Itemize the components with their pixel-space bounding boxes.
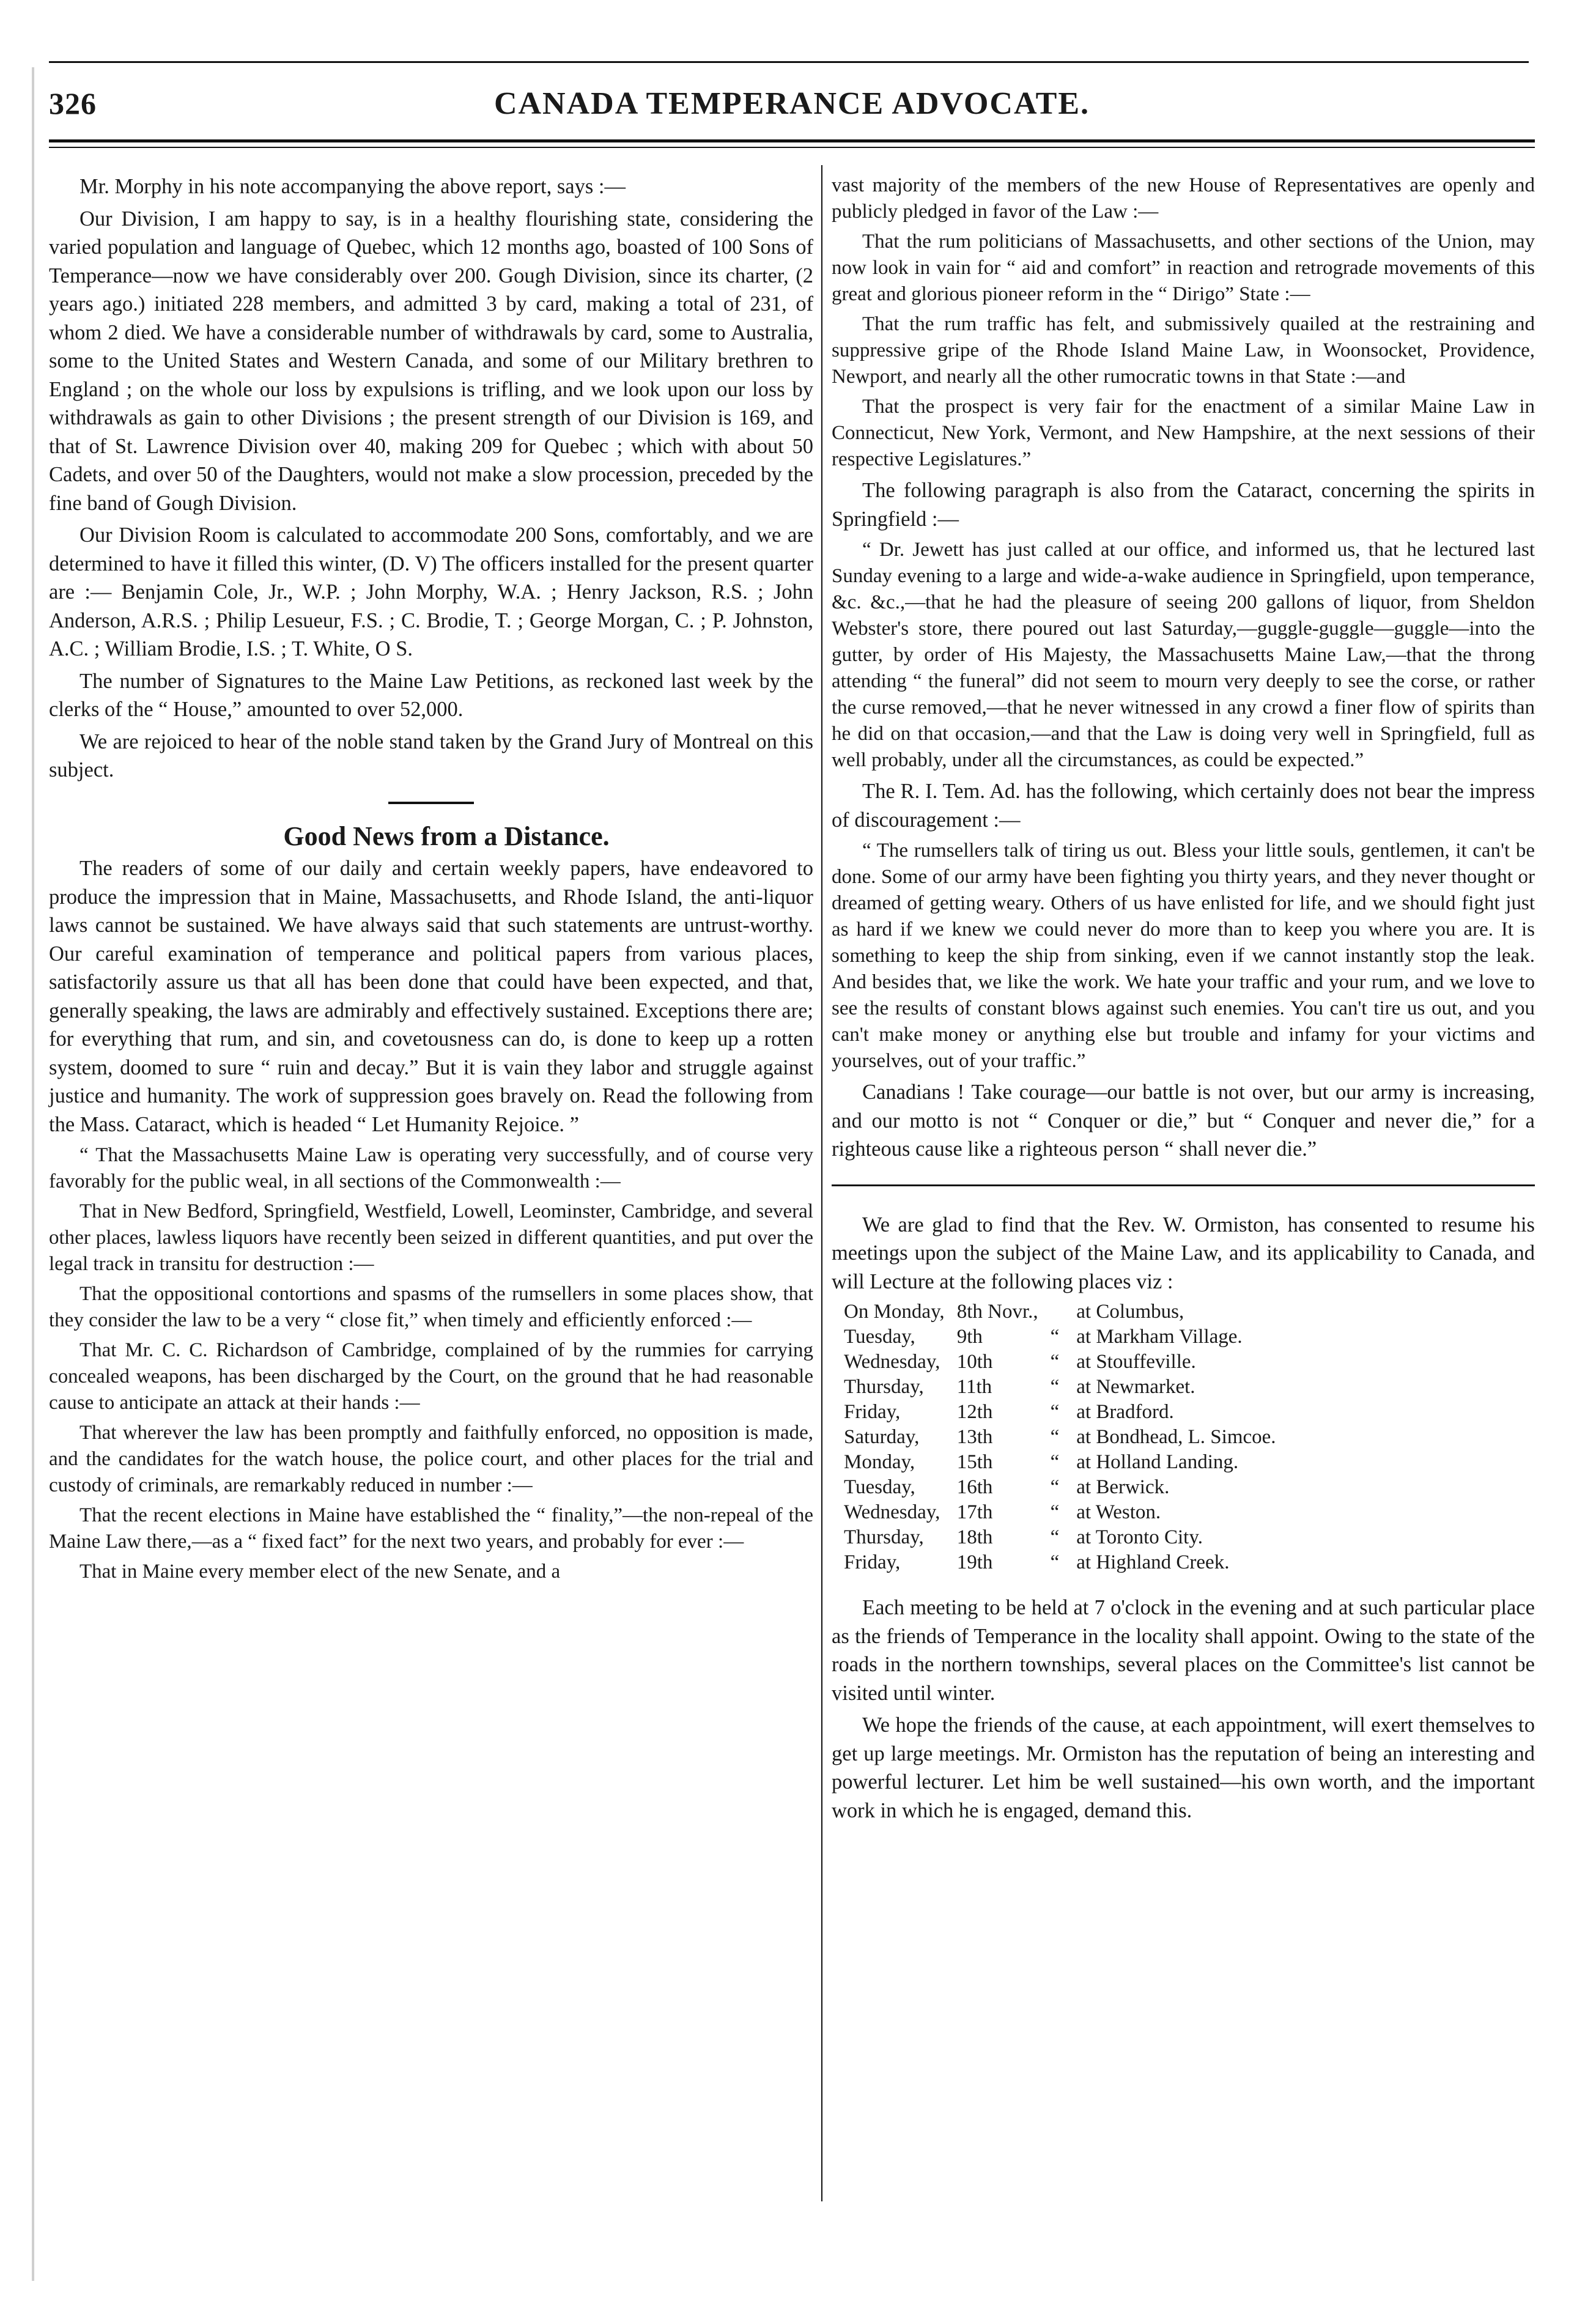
- lecture-schedule: [844, 1299, 1288, 1575]
- jewett-quote: “ Dr. Jewett has just called at our office, and informed us, that he lectured last Sunday evening to a large and wide-a-wake audience in Springfield, upon temperance, &c. &c.,—that he had the pleasure of seeing 200 gallons of liquor, from Sheldon Webster's store, there poured out last Saturday,—guggle-guggle—guggle—into the gutter, by order of His Majesty, the Massachusetts Maine Law,—that the throng attending “ the funeral” did not seem to mourn very deeply to see the corse, or rather the curse removed,—that he never witnessed in any crowd a finer flow of spirits than he did on that occasion,—and that the Law is doing very well in Springfield, full as well probably, under all the circumstances, as could be expected.”: [832, 539, 1535, 771]
- schedule-place: at Newmarket.: [1076, 1376, 1195, 1398]
- schedule-place: at Weston.: [1076, 1501, 1161, 1523]
- cataract-quote: That the prospect is very fair for the enactment of a similar Maine Law in Connecticut, New York, Vermont, and New Hampshire, at the next sessions of their respective Legislatures.”: [832, 396, 1535, 470]
- schedule-date: 8th Novr.,: [956, 1301, 1038, 1323]
- header-rule: [49, 139, 1535, 142]
- rumsellers-quote: “ The rumsellers talk of tiring us out. Bless your little souls, gentlemen, it can't be done. Some of our army have been fighting you thirty years, and they never thought or dreamed of getting weary. Others of us have enlisted for life, and we should fight just as hard if we knew we could never do more than to keep you where you are. It is something to keep the ship from sinking, even if we cannot instantly stop the leak. And besides that, we like the work. We hate your traffic and your rum, and we love to see the results of constant blows against such enemies. You can't tire us out, and you can't make money or anything else but trouble and infamy for your victims and yourselves, out of your traffic.”: [832, 840, 1535, 1072]
- schedule-row: [844, 1450, 1288, 1475]
- schedule-day: Friday,: [844, 1401, 901, 1423]
- schedule-place: at Bradford.: [1076, 1401, 1174, 1423]
- schedule-row: [844, 1500, 1288, 1525]
- page-header: [49, 86, 1535, 128]
- schedule-day: Wednesday,: [844, 1501, 940, 1523]
- schedule-date: 16th: [956, 1476, 993, 1498]
- schedule-ditto: [1051, 1299, 1077, 1324]
- section-separator: [832, 1184, 1535, 1186]
- schedule-day: Thursday,: [844, 1376, 924, 1398]
- schedule-place: at Columbus,: [1076, 1301, 1184, 1323]
- petition-signatures: The number of Signatures to the Maine Law Petitions, as reckoned last week by the clerks of the “ House,” amounted to over 52,000.: [49, 669, 813, 721]
- schedule-ditto: “: [1050, 1451, 1060, 1473]
- schedule-day: Saturday,: [844, 1426, 920, 1448]
- cataract-quote: “ That the Massachusetts Maine Law is operating very successfully, and of course very favorably for the public weal, in all sections of the Commonwealth :—: [49, 1144, 813, 1192]
- section-heading-good-news: Good News from a Distance.: [283, 821, 610, 851]
- schedule-place: at Markham Village.: [1076, 1326, 1243, 1348]
- schedule-ditto: “: [1050, 1526, 1060, 1548]
- schedule-place: at Toronto City.: [1076, 1526, 1203, 1548]
- schedule-date: 9th: [956, 1326, 983, 1348]
- schedule-row: [844, 1400, 1288, 1425]
- header-rule-thin: [49, 147, 1535, 148]
- schedule-row: [844, 1525, 1288, 1550]
- cataract-quote: That wherever the law has been promptly and faithfully enforced, no opposition is made, and the candidates for the watch house, the police court, and other places for the trial and custody of criminals, are remarkably reduced in number :—: [49, 1422, 813, 1496]
- schedule-place: at Bondhead, L. Simcoe.: [1076, 1426, 1276, 1448]
- top-border-rule: [49, 61, 1529, 63]
- ormiston-announcement: We are glad to find that the Rev. W. Ormiston, has consented to resume his meetings upon the subject of the Maine Law, and its applicability to Canada, and will Lecture at the following places viz :: [832, 1213, 1535, 1293]
- schedule-place: at Berwick.: [1076, 1476, 1170, 1498]
- schedule-row: [844, 1375, 1288, 1400]
- schedule-date: 19th: [956, 1551, 993, 1573]
- cataract-quote: That the rum politicians of Massachusetts, and other sections of the Union, may now look in vain for “ aid and comfort” in reaction and retrograde movements of this great and glorious pioneer reform in the “ Dirigo” State :—: [832, 231, 1535, 305]
- schedule-row: [844, 1324, 1288, 1350]
- schedule-day: Monday,: [844, 1451, 915, 1473]
- schedule-row: [844, 1475, 1288, 1500]
- schedule-ditto: “: [1050, 1401, 1060, 1423]
- schedule-ditto: “: [1050, 1376, 1060, 1398]
- page-number: 326: [49, 86, 97, 120]
- schedule-ditto: “: [1050, 1351, 1060, 1373]
- page-title: CANADA TEMPERANCE ADVOCATE.: [493, 86, 1090, 121]
- good-news-intro: The readers of some of our daily and certain weekly papers, have endeavored to produce the impression that in Maine, Massachusetts, and Rhode Island, the anti-liquor laws cannot be sustained. We have always said that such statements are untrust-worthy. Our careful examination of temperance and political papers from various places, satisfactorily assure us that all has been done that could have been expected, and that, generally speaking, the laws are admirably and effectively sustained. Exceptions there are; for everything that rum, and sin, and covetousness can do, is done to keep up a rotten system, doomed to sure “ ruin and decay.” But it is vain they labor and struggle against justice and humanity. The work of suppression goes bravely on. Read the following from the Mass. Cataract, which is headed “ Let Humanity Rejoice. ”: [49, 857, 813, 1136]
- cataract-quote: That the oppositional contortions and spasms of the rumsellers in some places show, that they consider the law to be a very “ close fit,” when timely and efficiently enforced :—: [49, 1283, 813, 1331]
- division-report: Our Division, I am happy to say, is in a healthy flourishing state, considering the varied population and language of Quebec, which 12 months ago, boasted of 100 Sons of Temperance—now we have considerably over 200. Gough Division, since its charter, (2 years ago.) initiated 228 members, and admitted 3 by card, making a total of 231, of whom 2 died. We have a considerable number of withdrawals by card, some to Australia, some to the United States and Western Canada, and some of our Military brethren to England ; on the whole our loss by expulsions is trifling, and we look upon our loss by withdrawals as gain to other Divisions ; the present strength of our Division is 169, and that of St. Lawrence Division over 40, making 209 for Quebec ; which with about 50 Cadets, and over 50 of the Daughters, would not make a slow procession, preceded by the fine band of Gough Division.: [49, 207, 813, 515]
- schedule-date: 12th: [956, 1401, 993, 1423]
- schedule-place: at Highland Creek.: [1076, 1551, 1230, 1573]
- morphy-intro: Mr. Morphy in his note accompanying the above report, says :—: [79, 175, 626, 198]
- schedule-ditto: “: [1050, 1426, 1060, 1448]
- right-column: [832, 172, 1535, 1828]
- cataract-quote: That in Maine every member elect of the new Senate, and a: [79, 1561, 561, 1583]
- column-divider: [821, 165, 822, 2201]
- cataract-quote: That Mr. C. C. Richardson of Cambridge, complained of by the rummies for carrying concealed weapons, has been discharged by the Court, on the ground that he had reasonable cause to anticipate an attack at their hands :—: [49, 1339, 813, 1414]
- schedule-ditto: “: [1050, 1551, 1060, 1573]
- schedule-place: at Stouffeville.: [1076, 1351, 1196, 1373]
- springfield-intro: The following paragraph is also from the Cataract, concerning the spirits in Springfield :—: [832, 479, 1535, 531]
- schedule-ditto: “: [1050, 1501, 1060, 1523]
- division-room-officers: Our Division Room is calculated to accommodate 200 Sons, comfortably, and we are determined to have it filled this winter, (D. V) The officers installed for the present quarter are :— Benjamin Cole, Jr., W.P. ; John Morphy, W.A. ; Henry Jackson, R.S. ; John Anderson, A.R.S. ; Philip Lesueur, F.S. ; C. Brodie, T. ; George Morgan, C. ; P. Johnston, A.C. ; William Brodie, I.S. ; T. White, O S.: [49, 523, 813, 660]
- schedule-day: Friday,: [844, 1551, 901, 1573]
- schedule-row: [844, 1350, 1288, 1375]
- schedule-day: Wednesday,: [844, 1351, 940, 1373]
- schedule-day: Thursday,: [844, 1526, 924, 1548]
- left-column: [49, 172, 813, 1589]
- schedule-row: [844, 1550, 1288, 1575]
- canadians-exhortation: Canadians ! Take courage—our battle is not over, but our army is increasing, and our motto is not “ Conquer or die,” but “ Conquer and never die,” for a righteous cause like a righteous person “ shall never die.”: [832, 1081, 1535, 1161]
- schedule-date: 17th: [956, 1501, 993, 1523]
- grand-jury-note: We are rejoiced to hear of the noble stand taken by the Grand Jury of Montreal on this subject.: [49, 730, 813, 781]
- schedule-place: at Holland Landing.: [1076, 1451, 1239, 1473]
- cataract-quote: That the recent elections in Maine have established the “ finality,”—the non-repeal of the Maine Law there,—as a “ fixed fact” for the next two years, and probably for ever :—: [49, 1504, 813, 1553]
- schedule-date: 15th: [956, 1451, 993, 1473]
- left-page-edge: [32, 67, 34, 2281]
- schedule-date: 10th: [956, 1351, 993, 1373]
- section-separator: [388, 802, 474, 804]
- schedule-day: On Monday,: [844, 1301, 945, 1323]
- cataract-quote: That in New Bedford, Springfield, Westfield, Lowell, Leominster, Cambridge, and several other places, lawless liquors have recently been seized in different quantities, and put over the legal track in transitu for destruction :—: [49, 1200, 813, 1275]
- schedule-day: Tuesday,: [844, 1476, 915, 1498]
- cataract-quote: That the rum traffic has felt, and submissively quailed at the restraining and suppressive gripe of the Rhode Island Maine Law, in Woonsocket, Providence, Newport, and nearly all the other rumocratic towns in that State :—and: [832, 313, 1535, 388]
- schedule-ditto: “: [1050, 1326, 1060, 1348]
- cataract-quote-cont: vast majority of the members of the new House of Representatives are openly and publicly pledged in favor of the Law :—: [832, 174, 1535, 223]
- ri-advocate-intro: The R. I. Tem. Ad. has the following, which certainly does not bear the impress of discouragement :—: [832, 780, 1535, 832]
- schedule-ditto: “: [1050, 1476, 1060, 1498]
- schedule-date: 13th: [956, 1426, 993, 1448]
- schedule-date: 18th: [956, 1526, 993, 1548]
- schedule-row: [844, 1299, 1288, 1324]
- schedule-date: 11th: [956, 1376, 992, 1398]
- schedule-row: [844, 1425, 1288, 1450]
- closing-appeal: We hope the friends of the cause, at each appointment, will exert themselves to get up large meetings. Mr. Ormiston has the reputation of being an interesting and powerful lecturer. Let him be well sustained—his own worth, and the important work in which he is engaged, demand this.: [832, 1713, 1535, 1822]
- meeting-details: Each meeting to be held at 7 o'clock in the evening and at such particular place as the friends of Temperance in the locality shall appoint. Owing to the state of the roads in the northern townships, several places on the Committee's list cannot be visited until winter.: [832, 1596, 1535, 1705]
- schedule-day: Tuesday,: [844, 1326, 915, 1348]
